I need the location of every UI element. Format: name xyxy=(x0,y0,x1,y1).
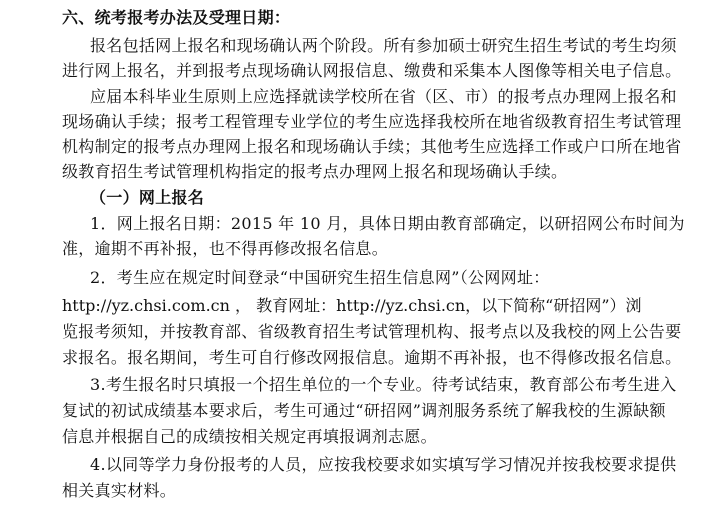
site-rules-line-3: 机构制定的报考点办理网上报名和现场确认手续；其他考生应选择工作或户口所在地省 xyxy=(62,137,682,156)
subsection-title: （一）网上报名 xyxy=(90,188,205,207)
item4-line-1: 4.以同等学力身份报考的人员，应按我校要求如实填写学习情况并按我校要求提供 xyxy=(90,455,677,474)
site-rules-line-4: 级教育招生考试管理机构指定的报考点办理网上报名和现场确认手续。 xyxy=(62,162,568,181)
item2-line-1: 2．考生应在规定时间登录“中国研究生招生信息网”（公网网址： xyxy=(90,268,550,287)
section-title: 六、统考报考办法及受理日期： xyxy=(62,8,291,27)
item3-line-1: 3.考生报名时只填报一个招生单位的一个专业。待考试结束，教育部公布考生进入 xyxy=(90,375,677,394)
item3-line-2: 复试的初试成绩基本要求后，考生可通过“研招网”调剂服务系统了解我校的生源缺额 xyxy=(62,401,666,420)
item3-line-3: 信息并根据自己的成绩按相关规定再填报调剂志愿。 xyxy=(62,427,437,446)
item2-line-3: 览报考须知，并按教育部、省级教育招生考试管理机构、报考点以及我校的网上公告要 xyxy=(62,322,682,341)
intro-line-1: 报名包括网上报名和现场确认两个阶段。所有参加硕士研究生招生考试的考生均须 xyxy=(90,36,677,55)
item4-line-2: 相关真实材料。 xyxy=(62,481,177,500)
intro-line-2: 进行网上报名，并到报考点现场确认网报信息、缴费和采集本人图像等相关电子信息。 xyxy=(62,61,682,80)
site-rules-line-2: 现场确认手续；报考工程管理专业学位的考生应选择我校所在地省级教育招生考试管理 xyxy=(62,112,682,131)
item1-line-2: 准，逾期不再补报，也不得再修改报名信息。 xyxy=(62,239,389,258)
item1-line-1: 1．网上报名日期：2015 年 10 月，具体日期由教育部确定，以研招网公布时间为 xyxy=(90,214,685,233)
item2-line-2: http://yz.chsi.com.cn ， 教育网址：http://yz.chsi.cn，以下简称“研招网”）浏 xyxy=(62,296,642,315)
item2-line-4: 求报名。报名期间，考生可自行修改网报信息。逾期不再补报，也不得修改报名信息。 xyxy=(62,348,682,367)
site-rules-line-1: 应届本科毕业生原则上应选择就读学校所在省（区、市）的报考点办理网上报名和 xyxy=(90,87,677,106)
